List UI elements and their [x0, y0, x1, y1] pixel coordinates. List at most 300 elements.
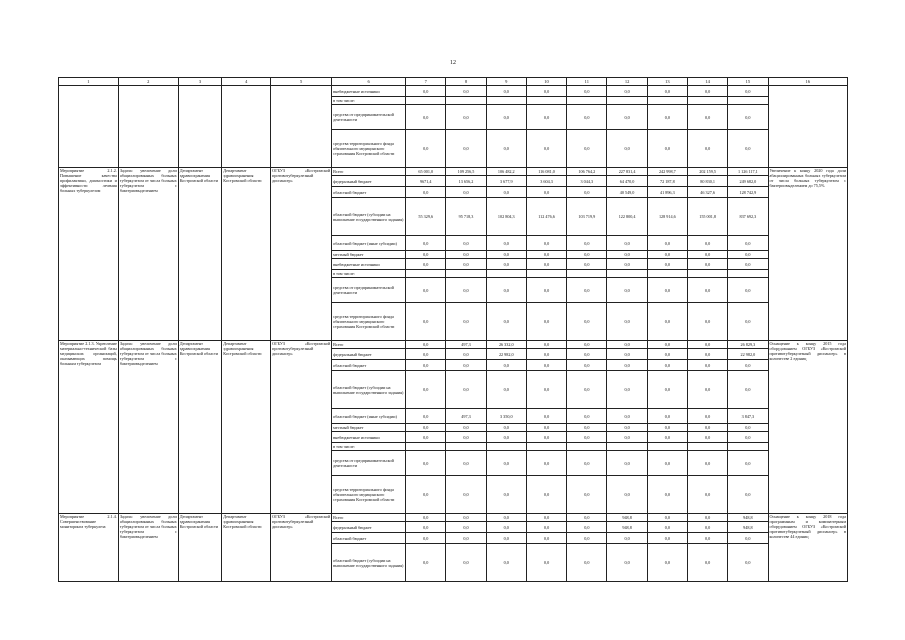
amount-cell: 26 829,3 — [728, 341, 768, 349]
measure-c2-cell — [118, 86, 178, 168]
amount-cell: 0,0 — [406, 409, 446, 424]
amount-cell: 0,0 — [446, 259, 486, 270]
amount-cell: 0,0 — [567, 544, 607, 582]
table-body — [59, 78, 848, 582]
measure-c5-cell: ОГБУЗ «Костромской противотуберкулезный диспансер» — [271, 514, 332, 582]
amount-cell — [607, 270, 647, 278]
expected-result-cell: Оснащение к концу 2015 года оборудованием ОГБУЗ «Костромской противотуберкулезный диспансер» в количестве 2 единиц — [768, 341, 848, 514]
amount-cell: 0,0 — [567, 86, 607, 97]
funding-source-cell: федеральный бюджет — [332, 176, 406, 187]
measure-c4-cell: Департамент здравоохранения Костромской области — [222, 168, 271, 341]
amount-cell: 0,0 — [607, 424, 647, 432]
amount-cell: 0,0 — [567, 105, 607, 130]
measure-c5-cell: ОГБУЗ «Костромской противотуберкулезный диспансер» — [271, 168, 332, 341]
amount-cell: 0,0 — [526, 278, 566, 303]
amount-cell: 26 332,0 — [486, 341, 526, 349]
amount-cell: 0,0 — [687, 251, 727, 259]
amount-cell — [567, 443, 607, 451]
amount-cell: 3 847,3 — [728, 409, 768, 424]
amount-cell: 0,0 — [607, 371, 647, 409]
amount-cell: 0,0 — [647, 130, 687, 168]
amount-cell: 0,0 — [406, 187, 446, 198]
amount-cell: 249 682,0 — [728, 176, 768, 187]
amount-cell: 112 476,6 — [526, 198, 566, 236]
amount-cell — [526, 97, 566, 105]
amount-cell: 0,0 — [728, 544, 768, 582]
amount-cell: 0,0 — [446, 424, 486, 432]
amount-cell: 0,0 — [526, 544, 566, 582]
amount-cell: 0,0 — [607, 451, 647, 476]
amount-cell: 0,0 — [526, 451, 566, 476]
amount-cell — [446, 443, 486, 451]
amount-cell — [607, 443, 647, 451]
funding-source-cell: внебюджетные источники — [332, 432, 406, 443]
amount-cell: 0,0 — [687, 341, 727, 349]
amount-cell: 0,0 — [607, 432, 647, 443]
amount-cell: 0,0 — [406, 476, 446, 514]
amount-cell: 0,0 — [647, 451, 687, 476]
funding-source-cell: Всего — [332, 514, 406, 522]
amount-cell: 0,0 — [486, 522, 526, 533]
measure-c2-cell: Задача: увеличение доли абациллированных больных туберкулезом от числа больных туберкулезом с бактериовыделением — [118, 341, 178, 514]
column-number-cell: 12 — [607, 78, 647, 86]
amount-cell: 0,0 — [647, 303, 687, 341]
amount-cell: 0,0 — [446, 105, 486, 130]
column-number-cell: 6 — [332, 78, 406, 86]
funding-source-cell: федеральный бюджет — [332, 349, 406, 360]
amount-cell: 0,0 — [567, 522, 607, 533]
column-number-cell: 13 — [647, 78, 687, 86]
amount-cell: 0,0 — [406, 522, 446, 533]
amount-cell: 0,0 — [486, 303, 526, 341]
amount-cell: 0,0 — [526, 409, 566, 424]
measure-c4-cell: Департамент здравоохранения Костромской области — [222, 514, 271, 582]
amount-cell: 0,0 — [607, 349, 647, 360]
amount-cell: 0,0 — [406, 451, 446, 476]
amount-cell: 0,0 — [728, 371, 768, 409]
amount-cell: 0,0 — [728, 259, 768, 270]
amount-cell: 0,0 — [647, 432, 687, 443]
amount-cell: 128 742,9 — [728, 187, 768, 198]
amount-cell: 0,0 — [567, 341, 607, 349]
amount-cell: 116 081,0 — [526, 168, 566, 176]
measure-c2-cell: Задача: увеличение доли абациллированных больных туберкулезом от числа больных туберкулезом с бактериовыделением — [118, 514, 178, 582]
amount-cell — [728, 97, 768, 105]
amount-cell: 0,0 — [446, 371, 486, 409]
amount-cell: 0,0 — [647, 278, 687, 303]
amount-cell: 0,0 — [567, 278, 607, 303]
amount-cell: 0,0 — [687, 544, 727, 582]
amount-cell: 0,0 — [607, 360, 647, 371]
funding-source-cell: средства территориального фонда обязательного медицинского страхования Костромской области — [332, 476, 406, 514]
measure-c1-cell: Мероприятие 2.1.3. Укрепление материально-технической базы медицинских организаций, оказывающих помощь больным туберкулезом — [59, 341, 119, 514]
amount-cell: 0,0 — [728, 130, 768, 168]
amount-cell: 0,0 — [486, 371, 526, 409]
amount-cell: 0,0 — [567, 371, 607, 409]
amount-cell: 0,0 — [567, 451, 607, 476]
amount-cell: 0,0 — [647, 522, 687, 533]
amount-cell — [406, 270, 446, 278]
amount-cell: 0,0 — [406, 259, 446, 270]
amount-cell — [647, 270, 687, 278]
amount-cell: 0,0 — [446, 476, 486, 514]
amount-cell: 0,0 — [446, 514, 486, 522]
amount-cell — [486, 97, 526, 105]
amount-cell: 0,0 — [607, 544, 647, 582]
funding-source-cell: областной бюджет — [332, 187, 406, 198]
amount-cell: 0,0 — [647, 544, 687, 582]
amount-cell: 22 982,0 — [486, 349, 526, 360]
amount-cell: 0,0 — [526, 476, 566, 514]
amount-cell: 0,0 — [526, 522, 566, 533]
amount-cell: 0,0 — [567, 236, 607, 251]
amount-cell: 0,0 — [607, 236, 647, 251]
amount-cell — [687, 97, 727, 105]
amount-cell: 0,0 — [486, 105, 526, 130]
funding-source-cell: областной бюджет (субсидии на выполнение государственного задания) — [332, 544, 406, 582]
amount-cell: 0,0 — [647, 251, 687, 259]
measure-c3-cell — [178, 86, 222, 168]
amount-cell: 0,0 — [446, 130, 486, 168]
table-row — [59, 86, 848, 97]
column-number-cell: 3 — [178, 78, 222, 86]
amount-cell — [446, 270, 486, 278]
funding-source-cell: областной бюджет — [332, 360, 406, 371]
funding-source-cell: областной бюджет (иные субсидии) — [332, 409, 406, 424]
funding-source-cell: в том числе: — [332, 443, 406, 451]
amount-cell: 0,0 — [647, 349, 687, 360]
column-number-cell: 4 — [222, 78, 271, 86]
amount-cell: 3 044,3 — [567, 176, 607, 187]
amount-cell: 41 896,3 — [647, 187, 687, 198]
amount-cell: 837 692,3 — [728, 198, 768, 236]
amount-cell: 0,0 — [687, 278, 727, 303]
amount-cell: 3 604,3 — [526, 176, 566, 187]
amount-cell: 0,0 — [728, 451, 768, 476]
measure-c5-cell — [271, 86, 332, 168]
amount-cell: 13 656,2 — [446, 176, 486, 187]
amount-cell: 0,0 — [486, 451, 526, 476]
measure-c2-cell: Задача: увеличение доли абациллированных больных туберкулезом от числа больных туберкулезом с бактериовыделением — [118, 168, 178, 341]
amount-cell: 0,0 — [406, 533, 446, 544]
amount-cell: 0,0 — [567, 251, 607, 259]
funding-source-cell: средства территориального фонда обязательного медицинского страхования Костромской области — [332, 303, 406, 341]
amount-cell: 0,0 — [647, 533, 687, 544]
amount-cell: 0,0 — [647, 424, 687, 432]
amount-cell — [687, 270, 727, 278]
amount-cell: 0,0 — [446, 251, 486, 259]
amount-cell: 0,0 — [647, 476, 687, 514]
amount-cell: 0,0 — [567, 533, 607, 544]
column-number-cell: 15 — [728, 78, 768, 86]
amount-cell: 0,0 — [486, 278, 526, 303]
amount-cell: 0,0 — [526, 303, 566, 341]
funding-source-cell: федеральный бюджет — [332, 522, 406, 533]
amount-cell: 65 001,0 — [406, 168, 446, 176]
amount-cell: 0,0 — [486, 187, 526, 198]
amount-cell: 0,0 — [486, 360, 526, 371]
amount-cell — [647, 97, 687, 105]
amount-cell: 0,0 — [687, 130, 727, 168]
funding-source-cell: средства от предпринимательской деятельности — [332, 105, 406, 130]
amount-cell: 0,0 — [406, 86, 446, 97]
amount-cell — [486, 270, 526, 278]
amount-cell: 0,0 — [607, 105, 647, 130]
amount-cell: 0,0 — [406, 349, 446, 360]
amount-cell: 0,0 — [486, 236, 526, 251]
amount-cell: 128 914,6 — [647, 198, 687, 236]
column-number-cell: 2 — [118, 78, 178, 86]
amount-cell: 0,0 — [526, 236, 566, 251]
amount-cell: 0,0 — [687, 533, 727, 544]
column-number-cell: 16 — [768, 78, 848, 86]
amount-cell: 497,3 — [446, 341, 486, 349]
amount-cell: 0,0 — [526, 349, 566, 360]
amount-cell: 0,0 — [647, 360, 687, 371]
amount-cell: 0,0 — [567, 476, 607, 514]
amount-cell: 0,0 — [567, 187, 607, 198]
amount-cell: 0,0 — [446, 236, 486, 251]
amount-cell: 0,0 — [687, 476, 727, 514]
amount-cell: 0,0 — [647, 86, 687, 97]
measure-c4-cell: Департамент здравоохранения Костромской области — [222, 341, 271, 514]
funding-source-cell: средства от предпринимательской деятельности — [332, 278, 406, 303]
amount-cell: 0,0 — [607, 476, 647, 514]
measure-c1-cell: Мероприятие 2.1.4. Совершенствование мониторинга туберкулеза — [59, 514, 119, 582]
amount-cell: 0,0 — [446, 451, 486, 476]
funding-source-cell: местный бюджет — [332, 251, 406, 259]
amount-cell: 0,0 — [687, 303, 727, 341]
amount-cell: 0,0 — [687, 409, 727, 424]
amount-cell: 0,0 — [486, 86, 526, 97]
expected-result-cell: Оснащение к концу 2018 года программным и компьютерным оборудованием ОГБУЗ «Костромской противотуберкулезный диспансер» в количестве 44 единиц — [768, 514, 848, 582]
funding-source-cell: в том числе: — [332, 270, 406, 278]
amount-cell: 0,0 — [526, 105, 566, 130]
measure-c5-cell: ОГБУЗ «Костромской противотуберкулезный диспансер» — [271, 341, 332, 514]
amount-cell: 0,0 — [446, 303, 486, 341]
column-number-cell: 9 — [486, 78, 526, 86]
amount-cell: 0,0 — [567, 432, 607, 443]
amount-cell: 0,0 — [486, 544, 526, 582]
amount-cell: 106 482,2 — [486, 168, 526, 176]
amount-cell: 0,0 — [728, 303, 768, 341]
table-row — [59, 514, 848, 522]
amount-cell: 0,0 — [406, 130, 446, 168]
amount-cell: 0,0 — [607, 251, 647, 259]
funding-source-cell: внебюджетные источники — [332, 259, 406, 270]
funding-source-cell: Всего — [332, 341, 406, 349]
amount-cell: 0,0 — [526, 251, 566, 259]
amount-cell: 0,0 — [607, 278, 647, 303]
amount-cell — [567, 270, 607, 278]
amount-cell: 0,0 — [647, 259, 687, 270]
amount-cell: 0,0 — [526, 86, 566, 97]
amount-cell: 0,0 — [647, 236, 687, 251]
amount-cell: 0,0 — [567, 424, 607, 432]
amount-cell — [647, 443, 687, 451]
amount-cell: 0,0 — [687, 424, 727, 432]
amount-cell: 948,8 — [607, 522, 647, 533]
amount-cell: 0,0 — [446, 86, 486, 97]
measure-c4-cell — [222, 86, 271, 168]
column-number-cell: 1 — [59, 78, 119, 86]
funding-source-cell: средства от предпринимательской деятельности — [332, 451, 406, 476]
amount-cell — [406, 443, 446, 451]
amount-cell — [486, 443, 526, 451]
amount-cell: 0,0 — [486, 432, 526, 443]
amount-cell: 0,0 — [406, 432, 446, 443]
amount-cell: 0,0 — [406, 251, 446, 259]
amount-cell: 0,0 — [446, 187, 486, 198]
amount-cell: 0,0 — [728, 236, 768, 251]
program-funding-table — [58, 77, 848, 582]
amount-cell: 0,0 — [526, 187, 566, 198]
amount-cell: 0,0 — [567, 130, 607, 168]
funding-source-cell: областной бюджет (субсидии на выполнение государственного задания) — [332, 198, 406, 236]
amount-cell: 0,0 — [486, 533, 526, 544]
column-number-cell: 5 — [271, 78, 332, 86]
amount-cell: 106 764,2 — [567, 168, 607, 176]
amount-cell: 0,0 — [526, 259, 566, 270]
measure-c1-cell — [59, 86, 119, 168]
amount-cell: 0,0 — [486, 259, 526, 270]
column-number-cell: 14 — [687, 78, 727, 86]
amount-cell: 242 998,7 — [647, 168, 687, 176]
funding-source-cell: Всего — [332, 168, 406, 176]
amount-cell: 0,0 — [406, 105, 446, 130]
amount-cell: 0,0 — [526, 341, 566, 349]
amount-cell — [567, 97, 607, 105]
amount-cell: 0,0 — [486, 514, 526, 522]
measure-c1-cell: Мероприятие 2.1.2. Повышение качества профилактики, диагностики и эффективности лечения больных туберкулезом — [59, 168, 119, 341]
amount-cell: 0,0 — [647, 371, 687, 409]
amount-cell: 0,0 — [728, 251, 768, 259]
amount-cell: 0,0 — [446, 278, 486, 303]
measure-c3-cell: Департамент здравоохранения Костромской области — [178, 168, 222, 341]
amount-cell: 0,0 — [607, 303, 647, 341]
amount-cell: 0,0 — [728, 360, 768, 371]
amount-cell: 0,0 — [406, 303, 446, 341]
amount-cell: 948,8 — [607, 514, 647, 522]
measure-c3-cell: Департамент здравоохранения Костромской области — [178, 341, 222, 514]
amount-cell: 0,0 — [526, 371, 566, 409]
table-row — [59, 341, 848, 349]
amount-cell: 0,0 — [526, 432, 566, 443]
amount-cell: 9671,4 — [406, 176, 446, 187]
amount-cell: 0,0 — [687, 451, 727, 476]
amount-cell: 0,0 — [647, 409, 687, 424]
amount-cell: 0,0 — [406, 544, 446, 582]
amount-cell: 0,0 — [446, 522, 486, 533]
amount-cell: 0,0 — [567, 349, 607, 360]
amount-cell: 0,0 — [687, 432, 727, 443]
amount-cell: 0,0 — [567, 303, 607, 341]
amount-cell: 0,0 — [728, 86, 768, 97]
amount-cell: 0,0 — [728, 105, 768, 130]
amount-cell — [526, 443, 566, 451]
amount-cell: 0,0 — [607, 341, 647, 349]
amount-cell: 40 549,0 — [607, 187, 647, 198]
expected-result-cell — [768, 86, 848, 168]
amount-cell: 0,0 — [728, 424, 768, 432]
amount-cell: 0,0 — [687, 371, 727, 409]
amount-cell: 0,0 — [406, 236, 446, 251]
amount-cell: 0,0 — [406, 360, 446, 371]
amount-cell: 0,0 — [687, 360, 727, 371]
amount-cell: 948,8 — [728, 514, 768, 522]
amount-cell: 0,0 — [406, 341, 446, 349]
funding-source-cell: внебюджетные источники — [332, 86, 406, 97]
amount-cell: 0,0 — [446, 544, 486, 582]
funding-source-cell: областной бюджет — [332, 533, 406, 544]
column-number-cell: 10 — [526, 78, 566, 86]
amount-cell: 0,0 — [607, 533, 647, 544]
amount-cell: 227 831,4 — [607, 168, 647, 176]
amount-cell: 0,0 — [687, 349, 727, 360]
amount-cell: 0,0 — [728, 476, 768, 514]
amount-cell: 0,0 — [728, 432, 768, 443]
column-number-row — [59, 78, 848, 86]
amount-cell: 0,0 — [446, 533, 486, 544]
amount-cell: 0,0 — [687, 522, 727, 533]
amount-cell: 0,0 — [486, 424, 526, 432]
amount-cell: 0,0 — [567, 360, 607, 371]
amount-cell: 0,0 — [728, 533, 768, 544]
amount-cell: 80 830,1 — [687, 176, 727, 187]
amount-cell: 0,0 — [486, 476, 526, 514]
amount-cell: 0,0 — [647, 514, 687, 522]
amount-cell: 0,0 — [406, 278, 446, 303]
amount-cell — [446, 97, 486, 105]
amount-cell: 0,0 — [607, 409, 647, 424]
amount-cell: 0,0 — [526, 514, 566, 522]
amount-cell: 202 159,5 — [687, 168, 727, 176]
amount-cell: 0,0 — [728, 278, 768, 303]
funding-source-cell: в том числе: — [332, 97, 406, 105]
amount-cell: 0,0 — [647, 341, 687, 349]
amount-cell: 0,0 — [406, 371, 446, 409]
amount-cell: 0,0 — [607, 130, 647, 168]
page-number: 12 — [450, 60, 456, 66]
amount-cell: 0,0 — [526, 533, 566, 544]
funding-source-cell: местный бюджет — [332, 424, 406, 432]
funding-source-cell: областной бюджет (иные субсидии) — [332, 236, 406, 251]
amount-cell: 0,0 — [567, 514, 607, 522]
funding-source-cell: средства территориального фонда обязательного медицинского страхования Костромской области — [332, 130, 406, 168]
amount-cell: 95 718,3 — [446, 198, 486, 236]
amount-cell — [728, 443, 768, 451]
amount-cell — [406, 97, 446, 105]
amount-cell: 64 470,0 — [607, 176, 647, 187]
amount-cell — [607, 97, 647, 105]
amount-cell: 72 187,8 — [647, 176, 687, 187]
amount-cell: 0,0 — [526, 360, 566, 371]
amount-cell: 0,0 — [406, 514, 446, 522]
amount-cell: 0,0 — [687, 86, 727, 97]
amount-cell: 109 256,5 — [446, 168, 486, 176]
amount-cell: 948,8 — [728, 522, 768, 533]
expected-result-cell: Увеличение к концу 2020 года доли абациллированных больных туберкулезом от числа больных туберкулезом с бактериовыделением до 75,5% — [768, 168, 848, 341]
amount-cell — [728, 270, 768, 278]
amount-cell: 1 126 117,1 — [728, 168, 768, 176]
amount-cell — [687, 443, 727, 451]
amount-cell: 0,0 — [607, 259, 647, 270]
amount-cell: 103 719,9 — [567, 198, 607, 236]
amount-cell: 46 327,6 — [687, 187, 727, 198]
amount-cell: 0,0 — [486, 251, 526, 259]
amount-cell: 3 350,0 — [486, 409, 526, 424]
table-row — [59, 168, 848, 176]
